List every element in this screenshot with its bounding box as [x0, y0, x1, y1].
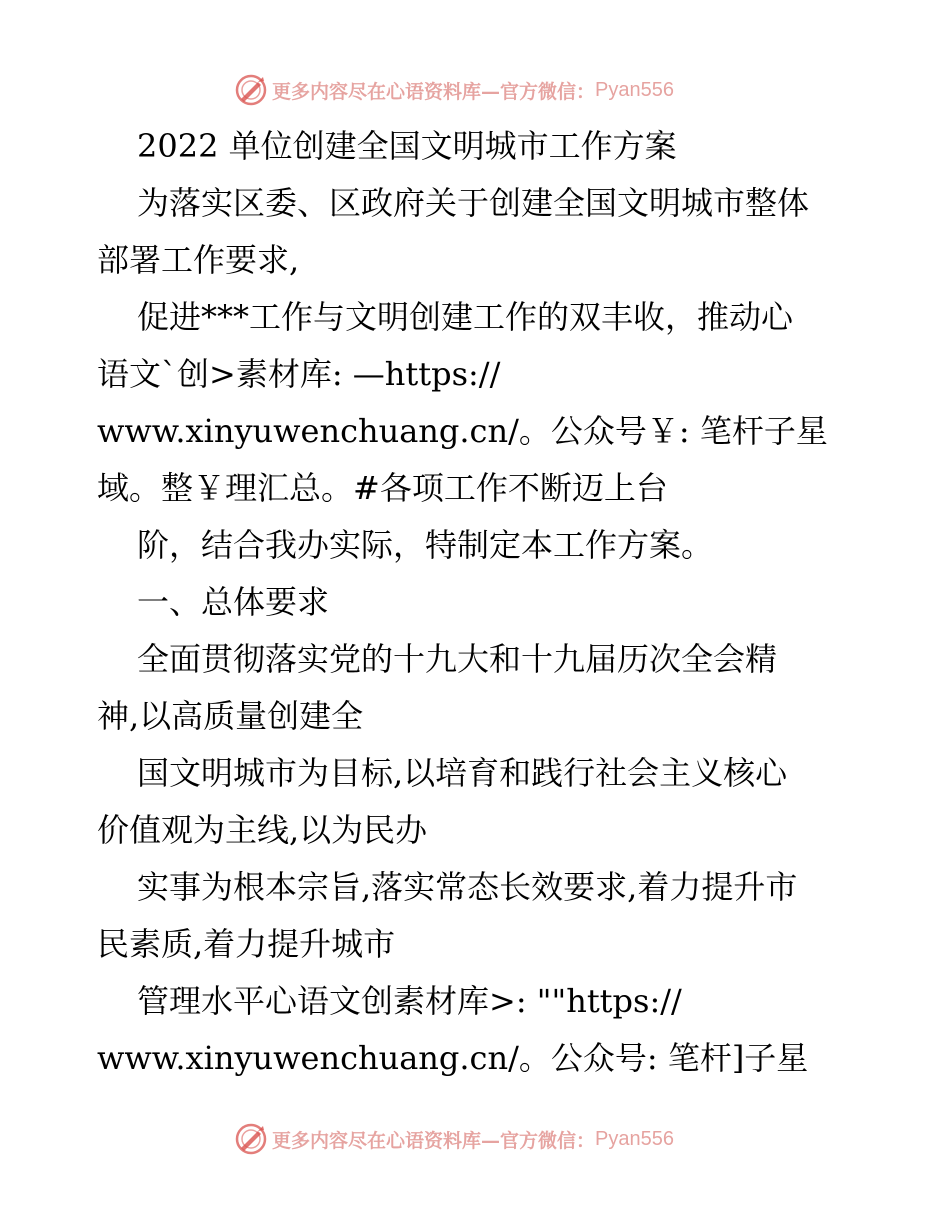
section-heading: 一、总体要求 [137, 583, 330, 621]
paragraph-line: 管理水平心语文创素材库>: ""https:// [137, 982, 682, 1020]
paragraph-line: 促进***工作与文明创建工作的双丰收，推动心 [137, 298, 794, 336]
paragraph-line: www.xinyuwenchuang.cn/。公众号: 笔杆]子星 [97, 1039, 809, 1077]
paragraph-line: 全面贯彻落实党的十九大和十九届历次全会精 [137, 640, 778, 678]
paragraph-line: 价值观为主线,以为民办 [97, 811, 428, 849]
paragraph-line: 阶，结合我办实际，特制定本工作方案。 [137, 526, 714, 564]
paragraph-line: 实事为根本宗旨,落实常态长效要求,着力提升市 [137, 868, 798, 906]
paragraph-line: 民素质,着力提升城市 [97, 925, 396, 963]
paragraph-line: 为落实区委、区政府关于创建全国文明城市整体 [137, 184, 810, 222]
brand-logo-icon [234, 73, 268, 107]
footer-watermark-banner [234, 1121, 674, 1157]
banner-wechat-id: Pyan556 [595, 78, 674, 101]
header-watermark-banner [234, 72, 674, 108]
banner-text: 更多内容尽在心语资料库—官方微信： [272, 80, 596, 103]
paragraph-line: 语文`创>素材库: —https:// [97, 355, 501, 393]
paragraph-line: 神,以高质量创建全 [97, 697, 364, 735]
brand-logo-icon [234, 1122, 268, 1156]
banner-wechat-id: Pyan556 [595, 1127, 674, 1150]
paragraph-line: 域。整￥理汇总。#各项工作不断迈上台 [97, 469, 668, 507]
paragraph-line: 部署工作要求, [97, 241, 300, 279]
paragraph-line: 国文明城市为目标,以培育和践行社会主义核心 [137, 754, 788, 792]
paragraph-line: www.xinyuwenchuang.cn/。公众号￥: 笔杆子星 [97, 412, 828, 450]
banner-text: 更多内容尽在心语资料库—官方微信： [272, 1129, 596, 1152]
document-body [97, 118, 877, 1087]
document-title: 2022 单位创建全国文明城市工作方案 [137, 127, 677, 165]
